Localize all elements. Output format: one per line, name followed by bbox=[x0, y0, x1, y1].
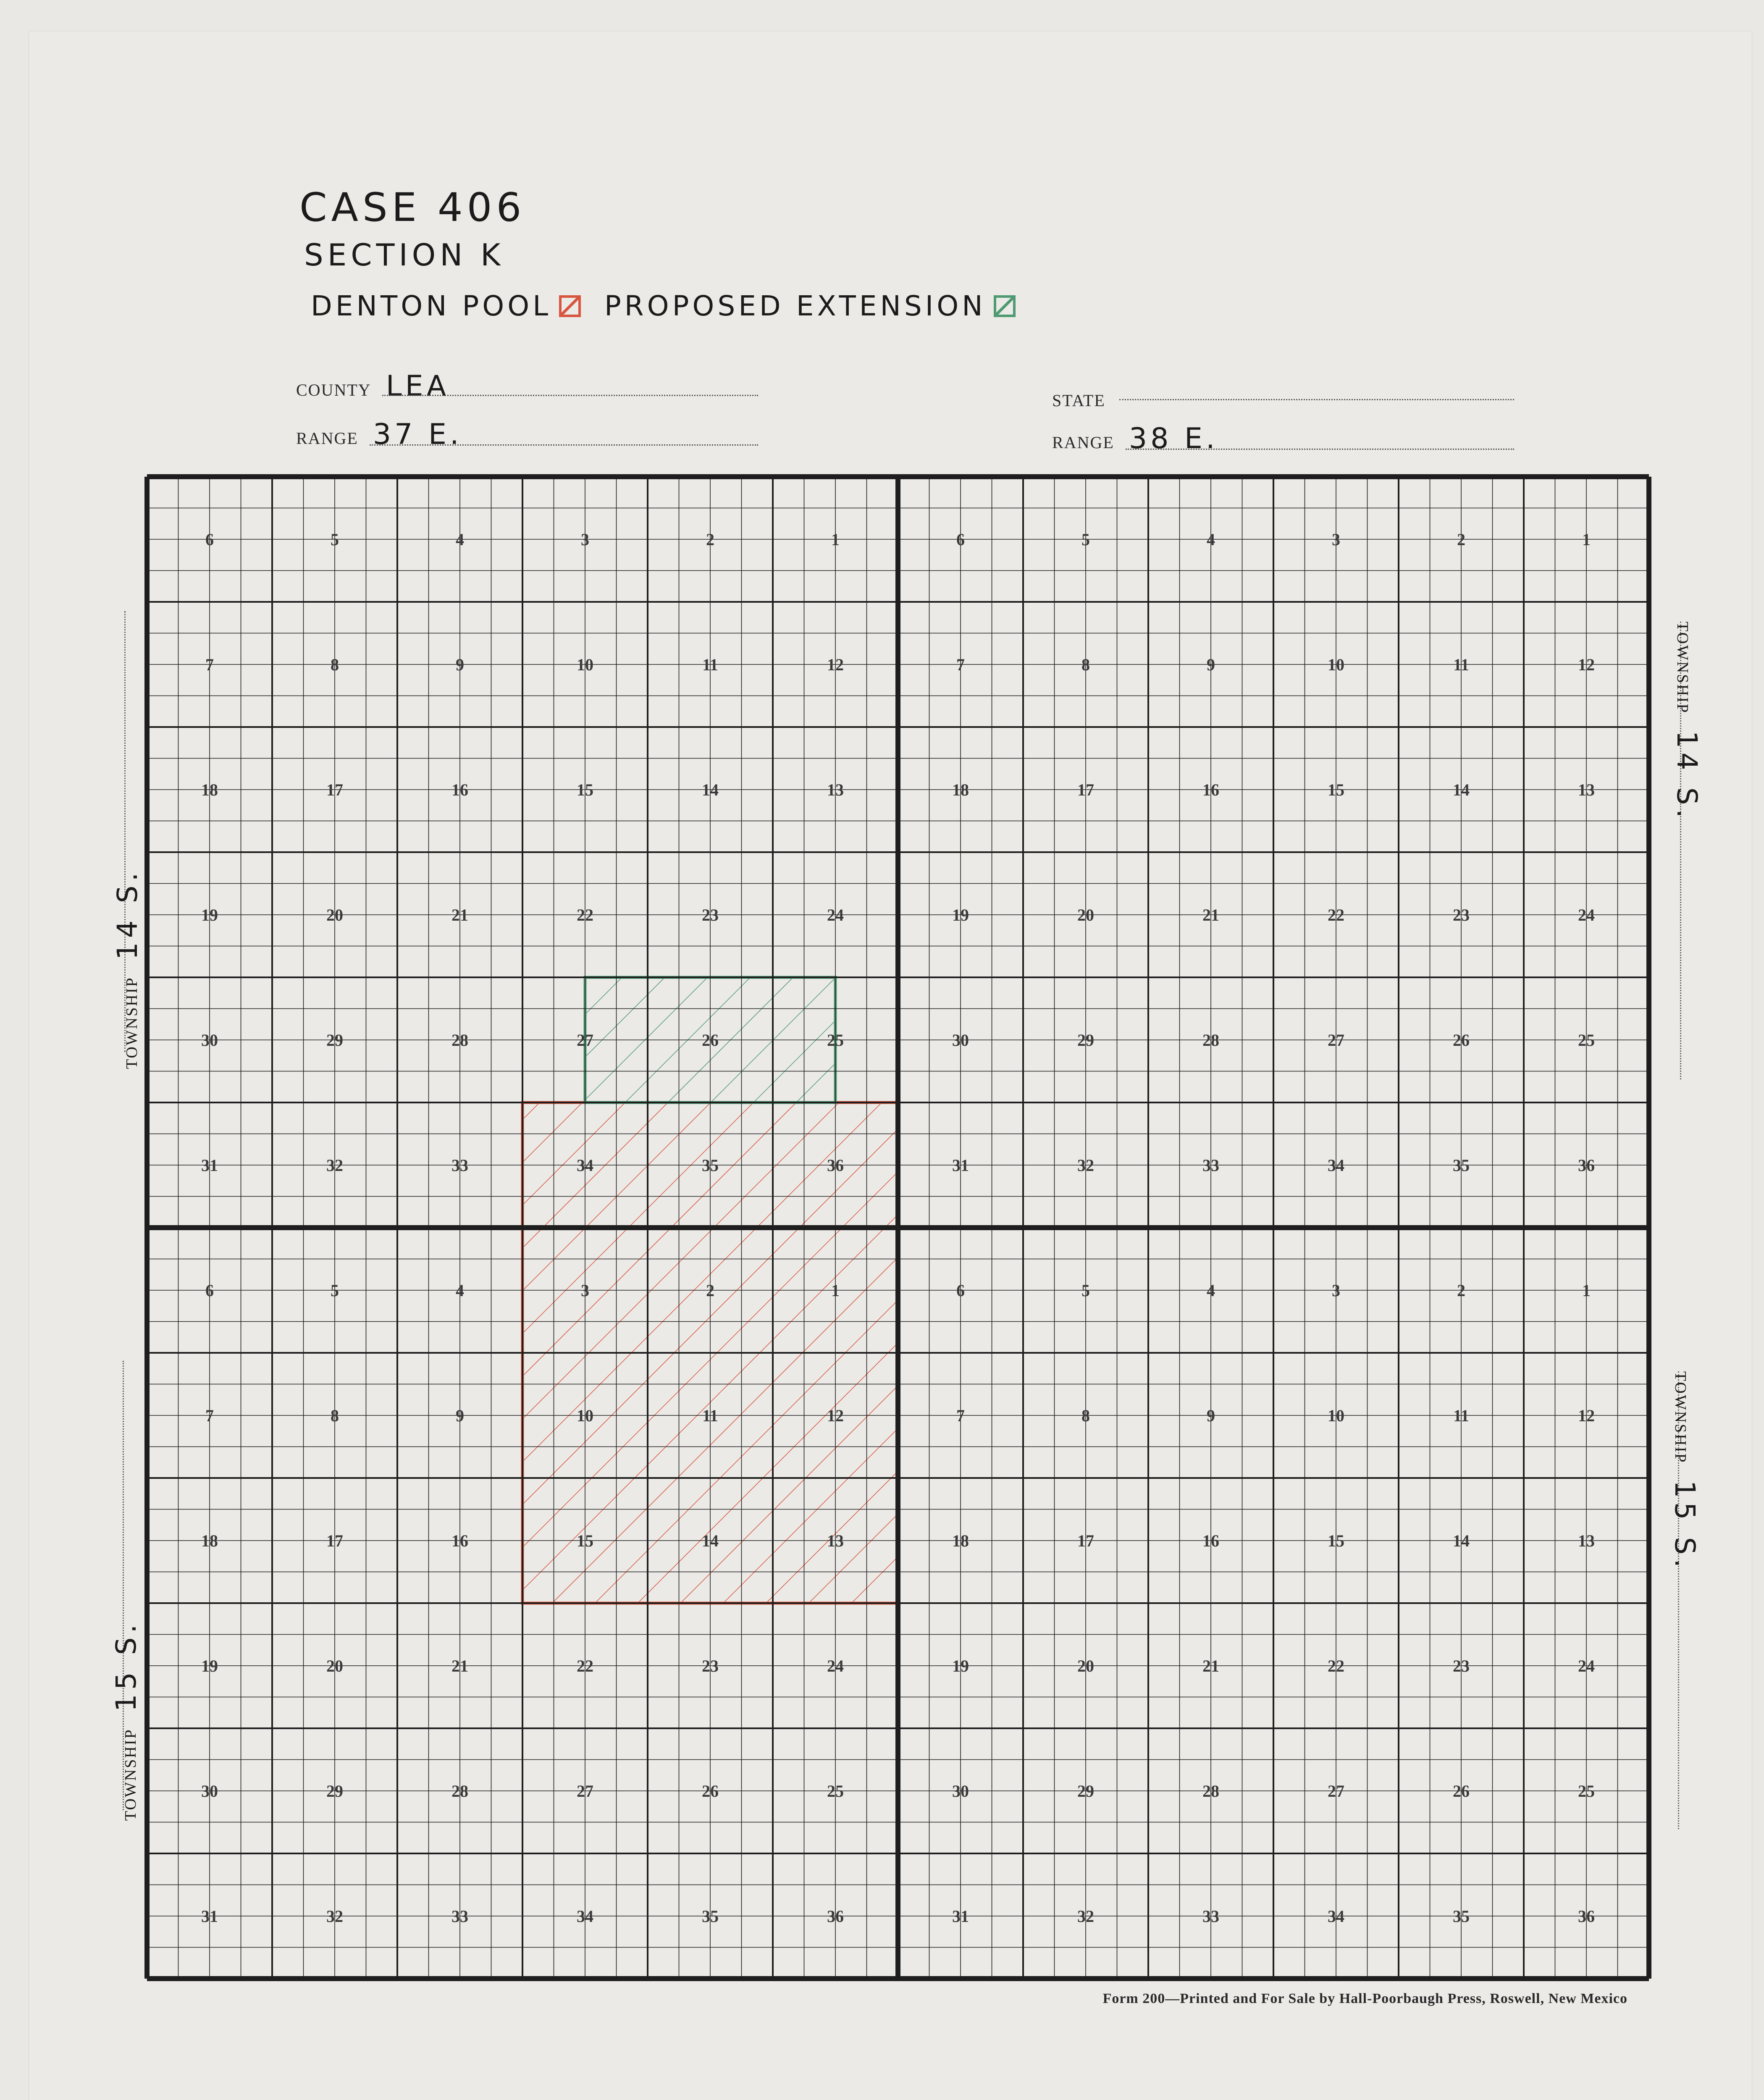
range-right-line bbox=[1126, 449, 1514, 450]
section-number: 14 bbox=[1453, 1531, 1470, 1550]
section-number: 21 bbox=[452, 906, 468, 924]
section-number: 8 bbox=[331, 1406, 339, 1425]
section-number: 3 bbox=[1332, 1281, 1340, 1300]
section-number: 12 bbox=[827, 1406, 844, 1425]
section-number: 22 bbox=[577, 1656, 593, 1675]
township-number: 14 S. bbox=[111, 868, 144, 960]
section-number: 21 bbox=[452, 1656, 468, 1675]
township-right-bottom bbox=[1669, 1371, 1701, 1572]
section-number: 24 bbox=[827, 1656, 844, 1675]
section-number: 21 bbox=[1202, 1656, 1219, 1675]
township-number: 14 S. bbox=[1671, 730, 1703, 822]
section-number: 34 bbox=[577, 1907, 593, 1926]
section-number: 15 bbox=[577, 1531, 593, 1550]
county-field bbox=[296, 370, 449, 403]
section-number: 15 bbox=[1328, 1531, 1344, 1550]
section-number: 19 bbox=[201, 906, 218, 924]
section-number: 28 bbox=[1202, 1031, 1219, 1050]
section-number: 25 bbox=[1578, 1031, 1595, 1050]
section-number: 9 bbox=[456, 1406, 464, 1425]
legend-pool-label: DENTON POOL bbox=[311, 290, 551, 322]
section-number: 28 bbox=[452, 1782, 468, 1801]
section-number: 19 bbox=[952, 906, 969, 924]
section-number: 30 bbox=[952, 1031, 969, 1050]
section-number: 28 bbox=[1202, 1782, 1219, 1801]
section-number: 4 bbox=[456, 530, 464, 549]
section-number: 18 bbox=[952, 1531, 969, 1550]
section-number: 9 bbox=[1207, 1406, 1215, 1425]
county-label: COUNTY bbox=[296, 381, 371, 399]
section-number: 33 bbox=[1202, 1907, 1219, 1926]
section-number: 6 bbox=[956, 1281, 965, 1300]
section-number: 8 bbox=[1082, 655, 1090, 674]
section-number: 17 bbox=[326, 1531, 343, 1550]
section-number: 6 bbox=[205, 1281, 214, 1300]
state-label: STATE bbox=[1052, 391, 1105, 410]
section-number: 26 bbox=[1453, 1782, 1470, 1801]
section-number: 11 bbox=[1453, 655, 1469, 674]
section-number: 1 bbox=[831, 530, 840, 549]
section-number: 6 bbox=[205, 530, 214, 549]
section-number: 16 bbox=[452, 1531, 468, 1550]
section-number: 7 bbox=[956, 655, 965, 674]
section-number: 2 bbox=[706, 1281, 714, 1300]
section-number: 25 bbox=[1578, 1782, 1595, 1801]
section-number: 1 bbox=[1582, 1281, 1591, 1300]
section-number: 36 bbox=[827, 1156, 844, 1175]
section-number: 3 bbox=[581, 530, 589, 549]
section-number: 25 bbox=[827, 1031, 844, 1050]
legend bbox=[311, 290, 1024, 322]
section-number: 32 bbox=[326, 1156, 343, 1175]
case-section: SECTION K bbox=[304, 237, 505, 273]
section-number: 36 bbox=[1578, 1907, 1595, 1926]
section-number: 18 bbox=[952, 780, 969, 799]
section-number: 2 bbox=[1457, 530, 1465, 549]
section-number: 9 bbox=[456, 655, 464, 674]
section-number: 13 bbox=[827, 1531, 844, 1550]
section-number: 17 bbox=[326, 780, 343, 799]
section-number: 6 bbox=[956, 530, 965, 549]
section-number: 34 bbox=[1328, 1156, 1344, 1175]
section-number: 15 bbox=[577, 780, 593, 799]
section-number: 16 bbox=[452, 780, 468, 799]
section-number: 23 bbox=[1453, 906, 1470, 924]
section-number: 18 bbox=[201, 780, 218, 799]
section-number: 35 bbox=[1453, 1156, 1470, 1175]
range-right-label: RANGE bbox=[1052, 433, 1114, 452]
section-number: 8 bbox=[331, 655, 339, 674]
section-number: 29 bbox=[326, 1782, 343, 1801]
section-number: 19 bbox=[952, 1656, 969, 1675]
section-number: 33 bbox=[1202, 1156, 1219, 1175]
section-number: 5 bbox=[1082, 1281, 1090, 1300]
section-number: 9 bbox=[1207, 655, 1215, 674]
section-number: 34 bbox=[1328, 1907, 1344, 1926]
section-number: 12 bbox=[1578, 655, 1595, 674]
section-number: 29 bbox=[326, 1031, 343, 1050]
section-number: 15 bbox=[1328, 780, 1344, 799]
section-number: 19 bbox=[201, 1656, 218, 1675]
range-left-line bbox=[370, 444, 758, 446]
section-number: 30 bbox=[201, 1782, 218, 1801]
section-number: 33 bbox=[452, 1156, 468, 1175]
section-number: 33 bbox=[452, 1907, 468, 1926]
section-number: 36 bbox=[1578, 1156, 1595, 1175]
section-number: 12 bbox=[1578, 1406, 1595, 1425]
range-right-value: 38 E. bbox=[1129, 422, 1218, 455]
section-number: 31 bbox=[201, 1907, 218, 1926]
section-number: 20 bbox=[326, 1656, 343, 1675]
case-title: CASE 406 bbox=[299, 185, 526, 231]
section-number: 25 bbox=[827, 1782, 844, 1801]
section-number: 4 bbox=[456, 1281, 464, 1300]
section-number: 24 bbox=[1578, 1656, 1595, 1675]
section-number: 18 bbox=[201, 1531, 218, 1550]
section-number: 2 bbox=[706, 530, 714, 549]
section-number: 24 bbox=[1578, 906, 1595, 924]
section-number: 4 bbox=[1207, 1281, 1215, 1300]
legend-extension-label: PROPOSED EXTENSION bbox=[604, 290, 986, 322]
section-number: 35 bbox=[702, 1156, 719, 1175]
section-number: 14 bbox=[702, 780, 719, 799]
county-value: LEA bbox=[386, 370, 450, 403]
section-number: 26 bbox=[702, 1782, 719, 1801]
range-left-value: 37 E. bbox=[373, 418, 462, 451]
section-number: 7 bbox=[205, 1406, 214, 1425]
range-left-label: RANGE bbox=[296, 429, 358, 448]
section-number: 4 bbox=[1207, 530, 1215, 549]
township-left-bottom bbox=[110, 1620, 142, 1821]
township-label: TOWNSHIP bbox=[1674, 622, 1691, 714]
state-field bbox=[1052, 380, 1118, 413]
printer-footer: Form 200—Printed and For Sale by Hall-Poorbaugh Press, Roswell, New Mexico bbox=[1102, 1991, 1628, 2006]
section-number: 30 bbox=[201, 1031, 218, 1050]
section-number: 31 bbox=[201, 1156, 218, 1175]
section-number: 27 bbox=[577, 1031, 593, 1050]
range-right-field bbox=[1052, 422, 1218, 455]
section-number: 1 bbox=[1582, 530, 1591, 549]
section-number: 16 bbox=[1202, 1531, 1219, 1550]
pool-swatch-icon bbox=[559, 295, 581, 317]
section-number: 14 bbox=[1453, 780, 1470, 799]
section-number: 10 bbox=[577, 655, 593, 674]
section-number: 2 bbox=[1457, 1281, 1465, 1300]
section-number: 23 bbox=[702, 1656, 719, 1675]
section-number: 32 bbox=[1077, 1156, 1094, 1175]
township-label: TOWNSHIP bbox=[123, 976, 141, 1069]
section-number: 5 bbox=[331, 1281, 339, 1300]
section-number: 29 bbox=[1077, 1031, 1094, 1050]
section-number: 13 bbox=[1578, 780, 1595, 799]
section-number: 20 bbox=[326, 906, 343, 924]
section-number: 17 bbox=[1077, 1531, 1094, 1550]
section-number: 22 bbox=[1328, 1656, 1344, 1675]
section-number: 24 bbox=[827, 906, 844, 924]
township-number: 15 S. bbox=[1669, 1480, 1701, 1572]
township-number: 15 S. bbox=[110, 1620, 142, 1712]
section-number: 27 bbox=[1328, 1782, 1344, 1801]
section-number: 7 bbox=[956, 1406, 965, 1425]
state-line bbox=[1119, 399, 1514, 400]
township-left-top bbox=[111, 869, 144, 1069]
section-number: 26 bbox=[702, 1031, 719, 1050]
section-number: 5 bbox=[331, 530, 339, 549]
section-number: 20 bbox=[1077, 906, 1094, 924]
section-number: 16 bbox=[1202, 780, 1219, 799]
section-number: 10 bbox=[1328, 655, 1344, 674]
section-number: 30 bbox=[952, 1782, 969, 1801]
section-number: 22 bbox=[1328, 906, 1344, 924]
section-number: 34 bbox=[577, 1156, 593, 1175]
section-number: 28 bbox=[452, 1031, 468, 1050]
section-number: 31 bbox=[952, 1907, 969, 1926]
section-number: 23 bbox=[1453, 1656, 1470, 1675]
section-number: 35 bbox=[702, 1907, 719, 1926]
section-number: 35 bbox=[1453, 1907, 1470, 1926]
township-label: TOWNSHIP bbox=[1672, 1371, 1689, 1464]
township-label: TOWNSHIP bbox=[122, 1728, 139, 1821]
section-number: 32 bbox=[1077, 1907, 1094, 1926]
section-number: 29 bbox=[1077, 1782, 1094, 1801]
section-number: 10 bbox=[577, 1406, 593, 1425]
township-plat-map bbox=[143, 472, 1663, 1989]
township-right-top bbox=[1671, 622, 1703, 822]
section-number: 11 bbox=[702, 655, 718, 674]
section-number: 17 bbox=[1077, 780, 1094, 799]
section-number: 27 bbox=[577, 1782, 593, 1801]
section-number: 3 bbox=[581, 1281, 589, 1300]
section-number: 11 bbox=[702, 1406, 718, 1425]
section-number: 7 bbox=[205, 655, 214, 674]
section-number: 5 bbox=[1082, 530, 1090, 549]
section-number: 36 bbox=[827, 1907, 844, 1926]
section-number: 22 bbox=[577, 906, 593, 924]
county-line bbox=[382, 395, 758, 396]
section-number: 27 bbox=[1328, 1031, 1344, 1050]
section-number: 3 bbox=[1332, 530, 1340, 549]
section-number: 10 bbox=[1328, 1406, 1344, 1425]
section-number: 8 bbox=[1082, 1406, 1090, 1425]
section-number: 12 bbox=[827, 655, 844, 674]
section-number: 31 bbox=[952, 1156, 969, 1175]
section-number: 32 bbox=[326, 1907, 343, 1926]
section-number: 14 bbox=[702, 1531, 719, 1550]
section-number: 13 bbox=[1578, 1531, 1595, 1550]
section-number: 13 bbox=[827, 780, 844, 799]
section-number: 1 bbox=[831, 1281, 840, 1300]
section-number: 23 bbox=[702, 906, 719, 924]
section-number: 26 bbox=[1453, 1031, 1470, 1050]
map-grid bbox=[147, 477, 1649, 1979]
section-number: 20 bbox=[1077, 1656, 1094, 1675]
extension-swatch-icon bbox=[994, 295, 1016, 317]
range-left-field bbox=[296, 418, 462, 451]
section-number: 11 bbox=[1453, 1406, 1469, 1425]
section-number: 21 bbox=[1202, 906, 1219, 924]
